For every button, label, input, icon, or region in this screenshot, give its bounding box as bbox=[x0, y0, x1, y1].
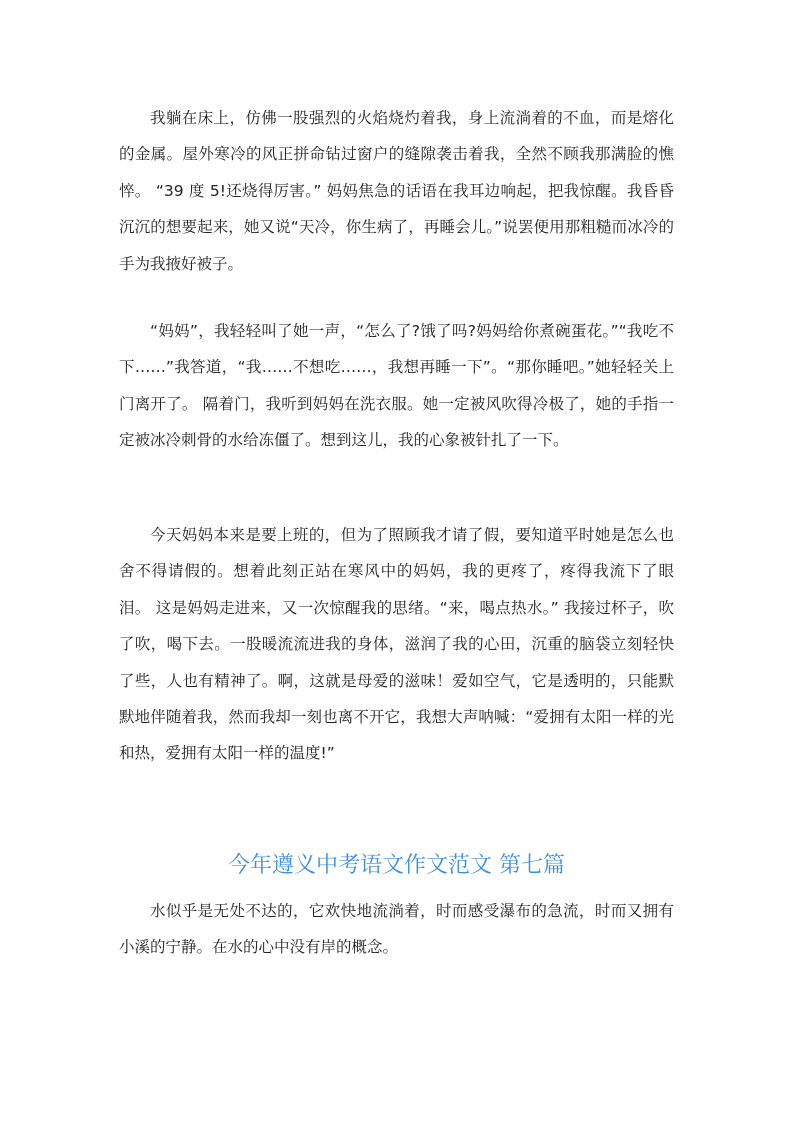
paragraph-illness: 我躺在床上，仿佛一股强烈的火焰烧灼着我，身上流淌着的不血，而是熔化的金属。屋外寒冷的风正拼命钻过窗户的缝隙袭击着我，全然不顾我那满脸的憔悴。 “39 度 5!还烧得厉害。” 妈妈焦急的话语在我耳边响起，把我惊醒。我昏昏沉沉的想要起来，她又说“天冷，你生病了，再睡会儿。”说罢便用那粗糙而冰冷的手为我掖好被子。 bbox=[119, 109, 674, 273]
section-heading: 今年遵义中考语文作文范文 第七篇 bbox=[228, 853, 565, 878]
paragraph-mothers-love: 今天妈妈本来是要上班的，但为了照顾我才请了假，要知道平时她是怎么也舍不得请假的。想着此刻正站在寒风中的妈妈，我的更疼了，疼得我流下了眼泪。 这是妈妈走进来，又一次惊醒我的思绪。“来，喝点热水。” 我接过杯子，吹了吹，喝下去。一股暖流流进我的身体，滋润了我的心田，沉重的脑袋立刻轻快了些，人也有精神了。啊，这就是母爱的滋味！爱如空气，它是透明的，只能默默地伴随着我，然而我却一刻也离不开它，我想大声呐喊：“爱拥有太阳一样的光和热，爱拥有太阳一样的温度!” bbox=[119, 526, 674, 763]
paragraph-mother-dialogue: “妈妈”，我轻轻叫了她一声，“怎么了?饿了吗?妈妈给你煮碗蛋花。”“我吃不下……”我答道，“我……不想吃……，我想再睡一下”。“那你睡吧。”她轻轻关上门离开了。 隔着门，我听到妈妈在洗衣服。她一定被风吹得冷极了，她的手指一定被冰冷刺骨的水给冻僵了。想到这儿，我的心象被针扎了一下。 bbox=[119, 322, 674, 450]
paragraph-water: 水似乎是无处不达的，它欢快地流淌着，时而感受瀑布的急流，时而又拥有小溪的宁静。在水的心中没有岸的概念。 bbox=[119, 902, 674, 957]
